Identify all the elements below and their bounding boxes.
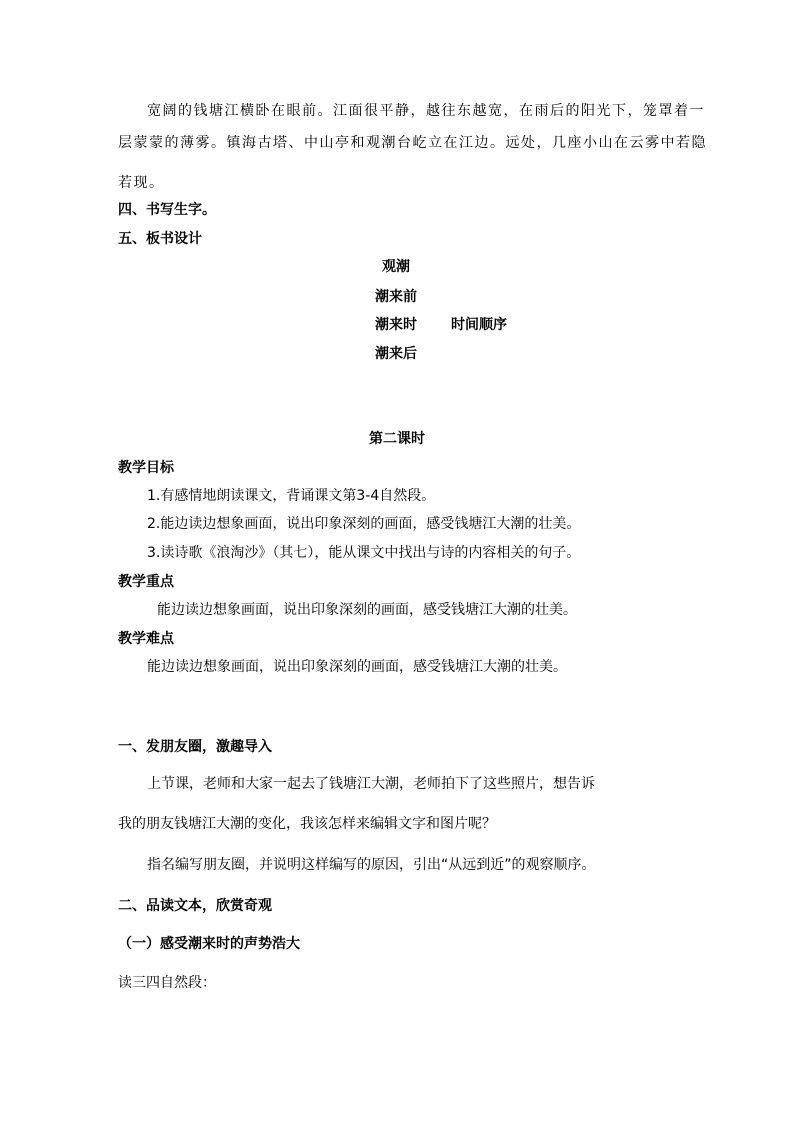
intro-line-3: 若现。 bbox=[118, 175, 165, 191]
part-1-para-1-line-1: 上节课，老师和大家一起去了钱塘江大潮，老师拍下了这些照片，想告诉 bbox=[147, 776, 595, 792]
section-5-heading: 五、板书设计 bbox=[118, 231, 202, 247]
difficulties-heading: 教学难点 bbox=[118, 631, 174, 647]
goal-3: 3.读诗歌《浪淘沙》（其七），能从课文中找出与诗的内容相关的句子。 bbox=[147, 545, 581, 561]
board-item-during bbox=[375, 315, 507, 335]
part-2-read-instruction: 读三四自然段： bbox=[118, 975, 216, 991]
goal-1: 1.有感情地朗读课文，背诵课文第3-4自然段。 bbox=[147, 488, 436, 504]
part-2-heading: 二、品读文本，欣赏奇观 bbox=[118, 898, 272, 914]
part-2-subheading-1: （一）感受潮来时的声势浩大 bbox=[118, 936, 300, 952]
intro-line-1: 宽阔的钱塘江横卧在眼前。江面很平静，越往东越宽，在雨后的阳光下，笼罩着一 bbox=[147, 103, 705, 119]
goal-2: 2.能边读边想象画面，说出印象深刻的画面，感受钱塘江大潮的壮美。 bbox=[147, 516, 581, 532]
board-item-after: 潮来后 bbox=[375, 346, 417, 362]
board-note: 时间顺序 bbox=[451, 317, 507, 333]
section-4-heading: 四、书写生字。 bbox=[118, 202, 216, 218]
part-1-para-1-line-2: 我的朋友钱塘江大潮的变化，我该怎样来编辑文字和图片呢？ bbox=[118, 816, 496, 832]
board-title: 观潮 bbox=[382, 259, 410, 275]
key-points-text: 能边读边想象画面，说出印象深刻的画面，感受钱塘江大潮的壮美。 bbox=[157, 602, 577, 618]
part-1-para-2: 指名编写朋友圈，并说明这样编写的原因，引出“从远到近”的观察顺序。 bbox=[147, 857, 596, 873]
intro-line-2: 层蒙蒙的薄雾。镇海古塔、中山亭和观潮台屹立在江边。远处，几座小山在云雾中若隐 bbox=[118, 135, 707, 151]
lesson-2-title: 第二课时 bbox=[369, 431, 425, 447]
key-points-heading: 教学重点 bbox=[118, 574, 174, 590]
board-item-during-label: 潮来时 bbox=[375, 317, 417, 333]
goals-heading: 教学目标 bbox=[118, 460, 174, 476]
part-1-heading: 一、发朋友圈，激趣导入 bbox=[118, 739, 272, 755]
difficulties-text: 能边读边想象画面，说出印象深刻的画面，感受钱塘江大潮的壮美。 bbox=[147, 659, 567, 675]
board-item-before: 潮来前 bbox=[375, 289, 417, 305]
